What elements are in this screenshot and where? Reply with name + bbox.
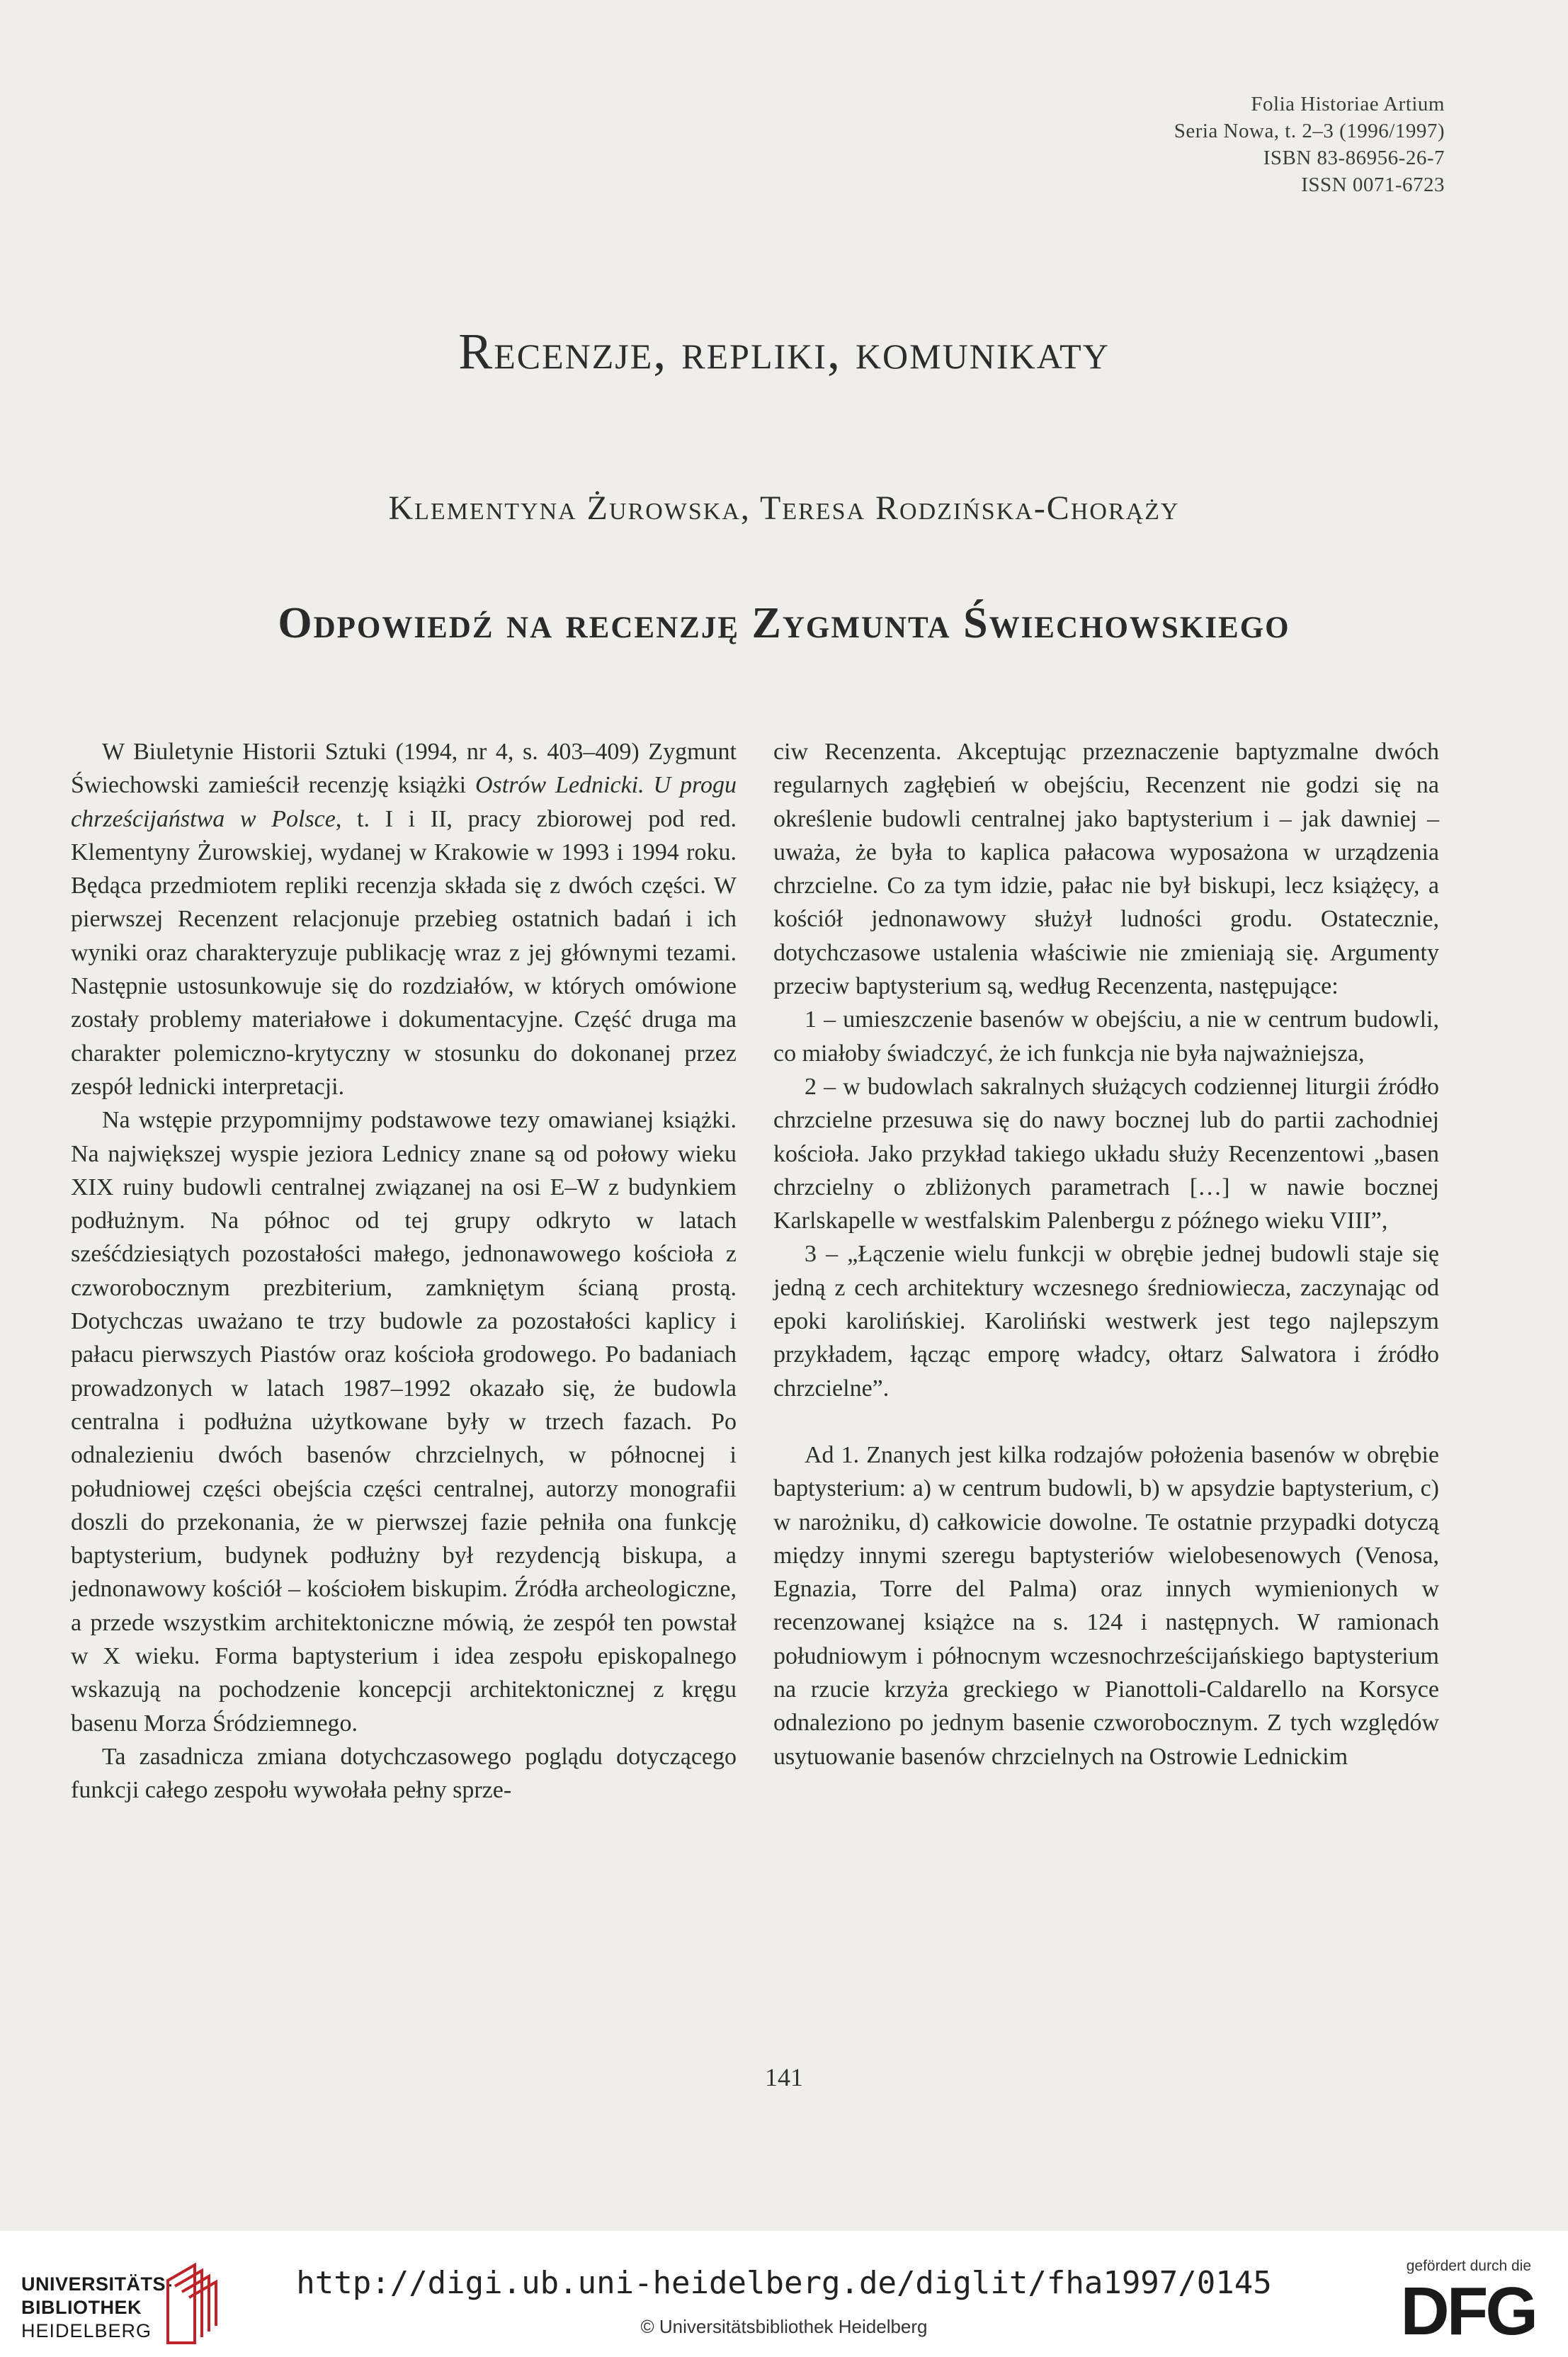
article-title: Odpowiedź na recenzję Zygmunta Świechowskiego [278, 599, 1290, 647]
paragraph: Ad 1. Znanych jest kilka rodzajów położenia basenów w obrębie baptysterium: a) w centrum budowli, b) w apsydzie baptysterium, c) w narożniku, d) całkowicie dowolne. Te ostatnie przypadki dotyczą między innymi szeregu baptysteriów wielobesenowych (Venosa, Egnazia, Torre del Palma) oraz innych wymienionych w recenzowanej książce na s. 124 i następnych. W ramionach południowym i północnym wczesnochrześcijańskiego baptysterium na rzucie krzyża greckiego w Pianottoli-Caldarello na Korsyce odnaleziono po jednym basenie czworobocznym. Z tych względów usytuowanie basenów chrzcielnych na Ostrowie Lednickim [773, 1441, 1439, 1770]
isbn: ISBN 83-86956-26-7 [1263, 147, 1445, 169]
paragraph-text: W Biuletynie Historii Sztuki (1994, nr 4, s. 403–409) Zygmunt Świechowski zamieścił recenzję książki [71, 739, 737, 799]
paragraph: ciw Recenzenta. Akceptując przeznaczenie baptyzmalne dwóch regularnych zagłębień w obejściu, Recenzent nie godzi się na określenie budowli centralnej jako baptysterium i – jak dawniej – uważa, że była to kaplica pałacowa wyposażona w urządzenia chrzcielne. Co za tym idzie, pałac nie był biskupi, lecz książęcy, a kościół jednonawowy służył ludności grodu. Ostatecznie, dotychczasowe ustalenia właściwie nie zmieniają się. Argumenty przeciw baptysterium są, według Recenzenta, następujące: [773, 739, 1439, 1000]
paragraph-text: , t. I i II, pracy zbiorowej pod red. Klementyny Żurowskiej, wydanej w Krakowie w 1993 i 1994 roku. Będąca przedmiotem repliki recenzja składa się z dwóch części. W pierwszej Recenzent relacjonuje przebieg ostatnich badań i ich wyniki oraz charakteryzuje publikację wraz z jej głównymi tezami. Następnie ustosunkowuje się do rozdziałów, w których omówione zostały problemy materiałowe i dokumentacyjne. Część druga ma charakter polemiczno-krytyczny w stosunku do dokonanej przez zespół lednicki interpretacji. [71, 805, 737, 1100]
paragraph: Na wstępie przypomnijmy podstawowe tezy omawianej książki. Na największej wyspie jeziora Lednicy znane są od połowy wieku XIX ruiny budowli centralnej związanej na osi E–W z budynkiem podłużnym. Na północ od tej grupy odkryto w latach sześćdziesiątych pozostałości małego, jednonawowego kościoła z czworobocznym prezbiterium, zamkniętym ścianą prostą. Dotychczas uważano te trzy budowle za pozostałości kaplicy i pałacu pierwszych Piastów oraz kościoła grodowego. Po badaniach prowadzonych w latach 1987–1992 okazało się, że budowla centralna i podłużna użytkowane były w trzech fazach. Po odnalezieniu dwóch basenów chrzcielnych, w północnej i południowej części obejścia części centralnej, autorzy monografii doszli do przekonania, że w pierwszej fazie pełniła ona funkcję baptysterium, budynek podłużny był rezydencją biskupa, a jednonawowy kościół – kościołem biskupim. Źródła archeologiczne, a przede wszystkim architektoniczne mówią, że zespół ten powstał w X wieku. Forma baptysterium i idea zespołu episkopalnego wskazują na pochodzenie koncepcji architektonicznej z kręgu basenu Morza Śródziemnego. [71, 1107, 737, 1737]
section-title: Recenzje, repliki, komunikaty [458, 323, 1110, 380]
text-column-right [773, 735, 1439, 1773]
journal-name: Folia Historiae Artium [1251, 93, 1445, 115]
copyright-notice: © Universitätsbibliothek Heidelberg [640, 2316, 928, 2337]
text-column-left [71, 735, 737, 1807]
list-item: 3 – „Łączenie wielu funkcji w obrębie jednej budowli staje się jedną z cech architektury wczesnego średniowiecza, zaczynając od epoki karolińskiej. Karoliński westwerk jest tego najlepszym przykładem, łącząc emporę władcy, ołtarz Salwatora i źródło chrzcielne”. [773, 1241, 1439, 1402]
dfg-logo: DFG [1400, 2273, 1535, 2349]
library-name-line3: HEIDELBERG [21, 2320, 152, 2341]
article-authors: Klementyna Żurowska, Teresa Rodzińska-Chorąży [388, 489, 1180, 527]
library-name-line1: UNIVERSITÄTS- [21, 2273, 173, 2295]
funding-label: gefördert durch die [1406, 2258, 1531, 2274]
footer-bar [0, 2231, 1568, 2357]
permalink-link[interactable]: http://digi.ub.uni-heidelberg.de/diglit/fha1997/0145 [296, 2265, 1272, 2301]
list-item: 2 – w budowlach sakralnych służących codziennej liturgii źródło chrzcielne przesuwa się do nawy bocznej lub do partii zachodniej kościoła. Jako przykład takiego układu służy Recenzentowi „basen chrzcielny o zbliżonych parametrach […] w nawie bocznej Karlskapelle w westfalskim Palenbergu z późnego wieku VIII”, [773, 1073, 1439, 1234]
list-item: 1 – umieszczenie basenów w obejściu, a nie w centrum budowli, co miałoby świadczyć, że ich funkcja nie była najważniejsza, [773, 1006, 1439, 1067]
page-number: 141 [765, 2063, 803, 2091]
issn: ISSN 0071-6723 [1301, 174, 1445, 196]
library-name-line2: BIBLIOTHEK [21, 2297, 142, 2318]
paragraph [71, 735, 737, 1103]
journal-series: Seria Nowa, t. 2–3 (1996/1997) [1174, 120, 1445, 142]
book-title: Ostrów Lednicki. U progu chrześcijaństwa w Polsce [71, 772, 737, 832]
paragraph: Ta zasadnicza zmiana dotychczasowego poglądu dotyczącego funkcji całego zespołu wywołała pełny sprze- [71, 1743, 737, 1804]
journal-info [1174, 91, 1445, 198]
